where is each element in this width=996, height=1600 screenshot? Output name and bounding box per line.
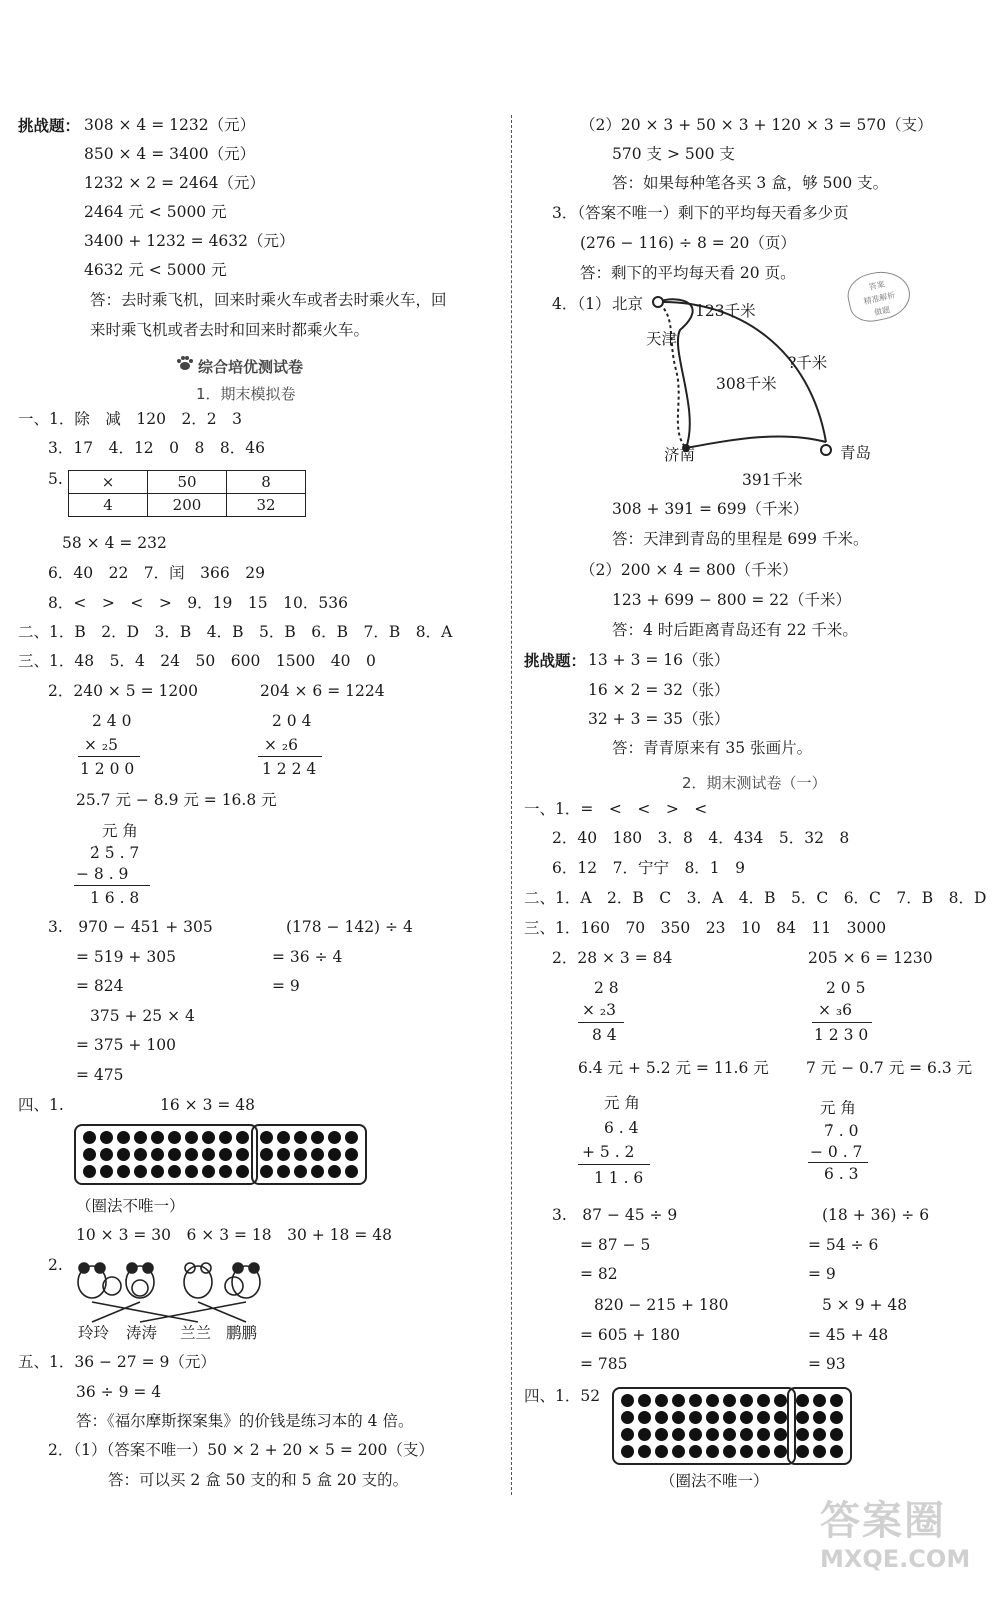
dot — [655, 1445, 668, 1458]
dot — [672, 1428, 685, 1441]
watermark-url: MXQE.COM — [820, 1545, 971, 1573]
dot — [168, 1148, 181, 1161]
answer-line: 36 ÷ 9 = 4 — [76, 1383, 162, 1401]
stamp-text: 答案 — [868, 279, 886, 292]
answer-line: 四、1．52 — [524, 1387, 601, 1405]
dot — [621, 1428, 634, 1441]
vertical-calc: 元 角 — [604, 1094, 640, 1112]
table-cell: 50 — [148, 471, 227, 494]
challenge-line: 308 × 4 = 1232（元） — [84, 116, 256, 134]
answer-line: 25.7 元 − 8.9 元 = 16.8 元 — [76, 791, 277, 809]
challenge-line: 答：青青原来有 35 张画片。 — [612, 739, 813, 757]
vertical-calc: 1 2 2 4 — [262, 760, 317, 778]
dot — [328, 1165, 341, 1178]
dot — [151, 1165, 164, 1178]
answer-line: 308 + 391 = 699（千米） — [612, 500, 809, 518]
calc-line: (178 − 142) ÷ 4 — [286, 918, 413, 936]
calc-line: 3. 87 − 45 ÷ 9 — [552, 1206, 678, 1224]
answer-line: 2．（1）（答案不唯一）50 × 2 + 20 × 5 = 200（支） — [48, 1441, 434, 1459]
calc-line: = 93 — [808, 1355, 846, 1373]
dot — [723, 1428, 736, 1441]
dot — [757, 1428, 770, 1441]
dot — [830, 1394, 843, 1407]
distance-label: 308千米 — [716, 375, 777, 393]
calc-rule — [578, 1022, 624, 1023]
city-label: 济南 — [664, 446, 696, 464]
calc-line: = 9 — [808, 1265, 836, 1283]
answer-line: 3．17 4．12 0 8 8．46 — [48, 439, 265, 457]
dot — [260, 1165, 273, 1178]
calc-rule — [578, 1164, 650, 1165]
answer-line: 58 × 4 = 232 — [62, 534, 167, 552]
answer-line: 570 支 > 500 支 — [612, 145, 735, 163]
vertical-calc: 2̇ 5̇ . 7 — [90, 844, 140, 862]
dot — [117, 1148, 130, 1161]
calc-line: = 785 — [580, 1355, 628, 1373]
challenge-label: 挑战题： — [18, 116, 81, 135]
column-divider — [511, 115, 512, 1495]
paw-icon — [176, 355, 194, 371]
dot — [219, 1131, 232, 1144]
answer-line: 答：4 时后距离青岛还有 22 千米。 — [612, 621, 858, 639]
calc-rule — [812, 1022, 872, 1023]
dot — [328, 1148, 341, 1161]
dot — [706, 1428, 719, 1441]
answer-line: 答：剩下的平均每天看 20 页。 — [580, 264, 796, 282]
answer-line: 二、1．B 2．D 3．B 4．B 5．B 6．B 7．B 8．A — [18, 623, 453, 641]
calc-line: 375 + 25 × 4 — [90, 1007, 195, 1025]
dot — [813, 1428, 826, 1441]
dot — [655, 1428, 668, 1441]
dot — [796, 1411, 809, 1424]
dot — [236, 1148, 249, 1161]
dot — [774, 1394, 787, 1407]
challenge-line: 1232 × 2 = 2464（元） — [84, 174, 265, 192]
vertical-calc: 6 . 3 — [824, 1165, 859, 1183]
dot — [236, 1165, 249, 1178]
dot-array-left — [74, 1124, 258, 1185]
dot — [706, 1445, 719, 1458]
dot — [151, 1131, 164, 1144]
dot — [100, 1165, 113, 1178]
stamp-text: 精准解析 — [862, 290, 897, 307]
city-label: 天津 — [646, 330, 678, 348]
challenge-line: 13 + 3 = 16（张） — [588, 651, 730, 669]
dot — [638, 1411, 651, 1424]
sub-title: 1．期末模拟卷 — [196, 385, 296, 403]
dot — [723, 1394, 736, 1407]
dot — [202, 1148, 215, 1161]
dot — [638, 1445, 651, 1458]
vertical-calc: − 8 . 9 — [76, 865, 129, 883]
challenge-line: 2464 元 < 5000 元 — [84, 203, 227, 221]
answer-line: 7 元 − 0.7 元 = 6.3 元 — [806, 1059, 973, 1077]
dot — [655, 1394, 668, 1407]
dot — [151, 1148, 164, 1161]
sub-title: 2．期末测试卷（一） — [682, 774, 827, 792]
dot — [830, 1411, 843, 1424]
dot — [757, 1445, 770, 1458]
challenge-line: 850 × 4 = 3400（元） — [84, 145, 256, 163]
answer-line: 10 × 3 = 30 6 × 3 = 18 30 + 18 = 48 — [76, 1226, 392, 1244]
dot — [621, 1394, 634, 1407]
dot — [706, 1394, 719, 1407]
answer-line: 一、1．= < < > < — [524, 800, 708, 818]
dot — [328, 1131, 341, 1144]
dot — [134, 1148, 147, 1161]
stamp-icon — [844, 266, 915, 326]
dot — [202, 1165, 215, 1178]
challenge-answer: 来时乘飞机或者去时和回来时都乘火车。 — [90, 321, 370, 339]
dot — [757, 1411, 770, 1424]
dot — [83, 1148, 96, 1161]
answer-line: （2）200 × 4 = 800（千米） — [580, 561, 798, 579]
distance-label: 123千米 — [695, 302, 756, 320]
dot — [740, 1445, 753, 1458]
answer-line: 一、1．除 减 120 2．2 3 — [18, 410, 243, 428]
vertical-calc: × ₃6 — [818, 1001, 852, 1019]
calc-line: = 375 + 100 — [76, 1036, 176, 1054]
dot — [813, 1445, 826, 1458]
city-label: 青岛 — [840, 444, 872, 462]
challenge-label: 挑战题： — [524, 651, 587, 670]
dot — [723, 1411, 736, 1424]
dot — [621, 1411, 634, 1424]
dot-array-right — [787, 1387, 852, 1465]
dot — [774, 1411, 787, 1424]
dot — [185, 1148, 198, 1161]
vertical-calc: 2 0 4 — [272, 712, 312, 730]
dot — [757, 1394, 770, 1407]
dot — [638, 1394, 651, 1407]
challenge-line: 3400 + 1232 = 4632（元） — [84, 232, 295, 250]
calc-line: (18 + 36) ÷ 6 — [822, 1206, 930, 1224]
answer-line: 三、1．160 70 350 23 10 84 11 3000 — [524, 919, 887, 937]
answer-line: 答：如果每种笔各买 3 盒，够 500 支。 — [612, 174, 889, 192]
dot — [185, 1165, 198, 1178]
dot — [830, 1428, 843, 1441]
dot — [100, 1131, 113, 1144]
section-title: 综合培优测试卷 — [198, 358, 304, 376]
dot — [345, 1131, 358, 1144]
answer-line: 四、1. — [18, 1096, 64, 1114]
answer-line: 204 × 6 = 1224 — [260, 682, 385, 700]
challenge-line: 32 + 3 = 35（张） — [588, 710, 730, 728]
vertical-calc: 元 角 — [820, 1099, 856, 1117]
dot — [740, 1411, 753, 1424]
calc-line: = 824 — [76, 977, 124, 995]
answer-line: 205 × 6 = 1230 — [808, 949, 933, 967]
name-label: 玲玲 — [78, 1324, 110, 1342]
dot — [134, 1131, 147, 1144]
dot — [813, 1394, 826, 1407]
vertical-calc: × ₂6 — [264, 736, 298, 754]
dot — [740, 1428, 753, 1441]
table-cell: 200 — [148, 494, 227, 517]
answer-line: 3．（答案不唯一）剩下的平均每天看多少页 — [552, 204, 849, 222]
dot — [311, 1131, 324, 1144]
dot — [672, 1445, 685, 1458]
answer-line: 2．28 × 3 = 84 — [552, 949, 673, 967]
answer-line: (276 − 116) ÷ 8 = 20（页） — [580, 234, 796, 252]
dot — [813, 1411, 826, 1424]
dot — [117, 1131, 130, 1144]
calc-line: 3. 970 − 451 + 305 — [48, 918, 213, 936]
note: （圈法不唯一） — [660, 1472, 769, 1490]
vertical-calc: × ₂5 — [84, 736, 118, 754]
dot — [277, 1131, 290, 1144]
dot — [774, 1428, 787, 1441]
vertical-calc: 1 2 0 0 — [80, 760, 135, 778]
vertical-calc: × ₂3 — [582, 1001, 616, 1019]
answer-line: 二、1．A 2．B C 3．A 4．B 5．C 6．C 7．B 8．D — [524, 889, 987, 907]
calc-line: = 87 − 5 — [580, 1236, 651, 1254]
vertical-calc: 6 . 4 — [604, 1119, 639, 1137]
name-label: 鹏鹏 — [226, 1324, 258, 1342]
dot — [672, 1411, 685, 1424]
dot — [345, 1165, 358, 1178]
table-cell: 4 — [69, 494, 148, 517]
table-cell: 8 — [227, 471, 306, 494]
vertical-calc: − 0 . 7 — [810, 1143, 863, 1161]
calc-line: = 54 ÷ 6 — [808, 1236, 879, 1254]
dot — [689, 1411, 702, 1424]
dot — [294, 1148, 307, 1161]
dot — [706, 1411, 719, 1424]
name-label: 涛涛 — [126, 1324, 158, 1342]
multiplication-table — [68, 470, 306, 517]
dot — [638, 1428, 651, 1441]
dot — [796, 1394, 809, 1407]
dot — [83, 1131, 96, 1144]
answer-line: 2．40 180 3．8 4．434 5．32 8 — [552, 829, 850, 847]
dot — [277, 1148, 290, 1161]
table-cell: × — [69, 471, 148, 494]
calc-rule — [74, 885, 150, 886]
dot — [219, 1165, 232, 1178]
answer-line: 答：可以买 2 盒 50 支的和 5 盒 20 支的。 — [108, 1471, 409, 1489]
table-cell: 32 — [227, 494, 306, 517]
answer-line: 2. — [48, 1256, 63, 1274]
dot — [621, 1445, 634, 1458]
dot — [185, 1131, 198, 1144]
dot — [219, 1148, 232, 1161]
dot — [202, 1131, 215, 1144]
calc-rule — [808, 1162, 868, 1163]
vertical-calc: + 5 . 2 — [582, 1143, 635, 1161]
answer-line: 6．40 22 7．闰 366 29 — [48, 564, 265, 582]
calc-rule — [258, 756, 322, 757]
answer-line: 6.4 元 + 5.2 元 = 11.6 元 — [578, 1059, 769, 1077]
vertical-calc: 2 0 5 — [826, 979, 866, 997]
note: （圈法不唯一） — [76, 1197, 185, 1215]
vertical-calc: 8 4 — [592, 1026, 617, 1044]
dot — [260, 1148, 273, 1161]
answer-line: 16 × 3 = 48 — [160, 1096, 255, 1114]
stamp-text: 做题 — [873, 305, 891, 318]
dot — [294, 1131, 307, 1144]
dot — [168, 1131, 181, 1144]
challenge-line: 4632 元 < 5000 元 — [84, 261, 227, 279]
name-label: 兰兰 — [180, 1324, 212, 1342]
vertical-calc: 1 6 . 8 — [90, 889, 140, 907]
city-label: 北京 — [612, 295, 644, 313]
dot — [134, 1165, 147, 1178]
dot — [83, 1165, 96, 1178]
dot — [830, 1445, 843, 1458]
vertical-calc: 1 2 3 0 — [814, 1026, 869, 1044]
calc-line: = 519 + 305 — [76, 948, 176, 966]
dot — [689, 1445, 702, 1458]
answer-line: 8．< > < > 9．19 15 10．536 — [48, 594, 348, 612]
vertical-calc: 7̇ . 0 — [824, 1122, 859, 1140]
dot-array-left — [612, 1387, 796, 1465]
calc-line: = 45 + 48 — [808, 1326, 889, 1344]
dot — [260, 1131, 273, 1144]
challenge-answer: 答：去时乘飞机，回来时乘火车或者去时乘火车，回 — [90, 291, 447, 309]
answer-line: 三、1．48 5．4 24 50 600 1500 40 0 — [18, 652, 376, 670]
calc-line: = 82 — [580, 1265, 618, 1283]
calc-line: 820 − 215 + 180 — [594, 1296, 729, 1314]
dot — [277, 1165, 290, 1178]
answer-line: 2．240 × 5 = 1200 — [48, 682, 198, 700]
dot — [117, 1165, 130, 1178]
dot — [311, 1148, 324, 1161]
vertical-calc: 2 8 — [594, 979, 619, 997]
dot — [236, 1131, 249, 1144]
answer-line: 6．12 7．宁宁 8．1 9 — [552, 859, 746, 877]
dot — [655, 1411, 668, 1424]
dot — [723, 1445, 736, 1458]
calc-line: = 605 + 180 — [580, 1326, 680, 1344]
answer-line: 答：《福尔摩斯探案集》的价钱是练习本的 4 倍。 — [76, 1412, 414, 1430]
answer-line: （2）20 × 3 + 50 × 3 + 120 × 3 = 570（支） — [580, 116, 933, 134]
dot — [796, 1445, 809, 1458]
answer-line: 5. — [48, 470, 63, 488]
calc-rule — [78, 756, 140, 757]
dot — [672, 1394, 685, 1407]
dot — [100, 1148, 113, 1161]
watermark-text: 答案圈 — [820, 1498, 946, 1544]
vertical-calc: 1 1 . 6 — [594, 1169, 644, 1187]
dot — [294, 1165, 307, 1178]
vertical-calc: 元 角 — [102, 822, 138, 840]
answer-line: 答：天津到青岛的里程是 699 千米。 — [612, 530, 869, 548]
calc-line: = 9 — [272, 977, 300, 995]
calc-line: = 475 — [76, 1066, 124, 1084]
challenge-line: 16 × 2 = 32（张） — [588, 681, 730, 699]
vertical-calc: 2 4 0 — [92, 712, 132, 730]
answer-line: 123 + 699 − 800 = 22（千米） — [612, 591, 852, 609]
distance-label: ?千米 — [788, 354, 828, 372]
distance-label: 391千米 — [742, 471, 803, 489]
dot — [774, 1445, 787, 1458]
dot — [311, 1165, 324, 1178]
calc-line: 5 × 9 + 48 — [822, 1296, 908, 1314]
watermark-logo — [820, 1498, 980, 1588]
answer-line: 五、1．36 − 27 = 9（元） — [18, 1353, 216, 1371]
dot — [689, 1394, 702, 1407]
calc-line: = 36 ÷ 4 — [272, 948, 343, 966]
dot — [740, 1394, 753, 1407]
dot — [796, 1428, 809, 1441]
dot — [168, 1165, 181, 1178]
dot — [345, 1148, 358, 1161]
answer-line: 4．（1） — [552, 295, 611, 313]
dot-array-right — [251, 1124, 367, 1185]
dot — [689, 1428, 702, 1441]
